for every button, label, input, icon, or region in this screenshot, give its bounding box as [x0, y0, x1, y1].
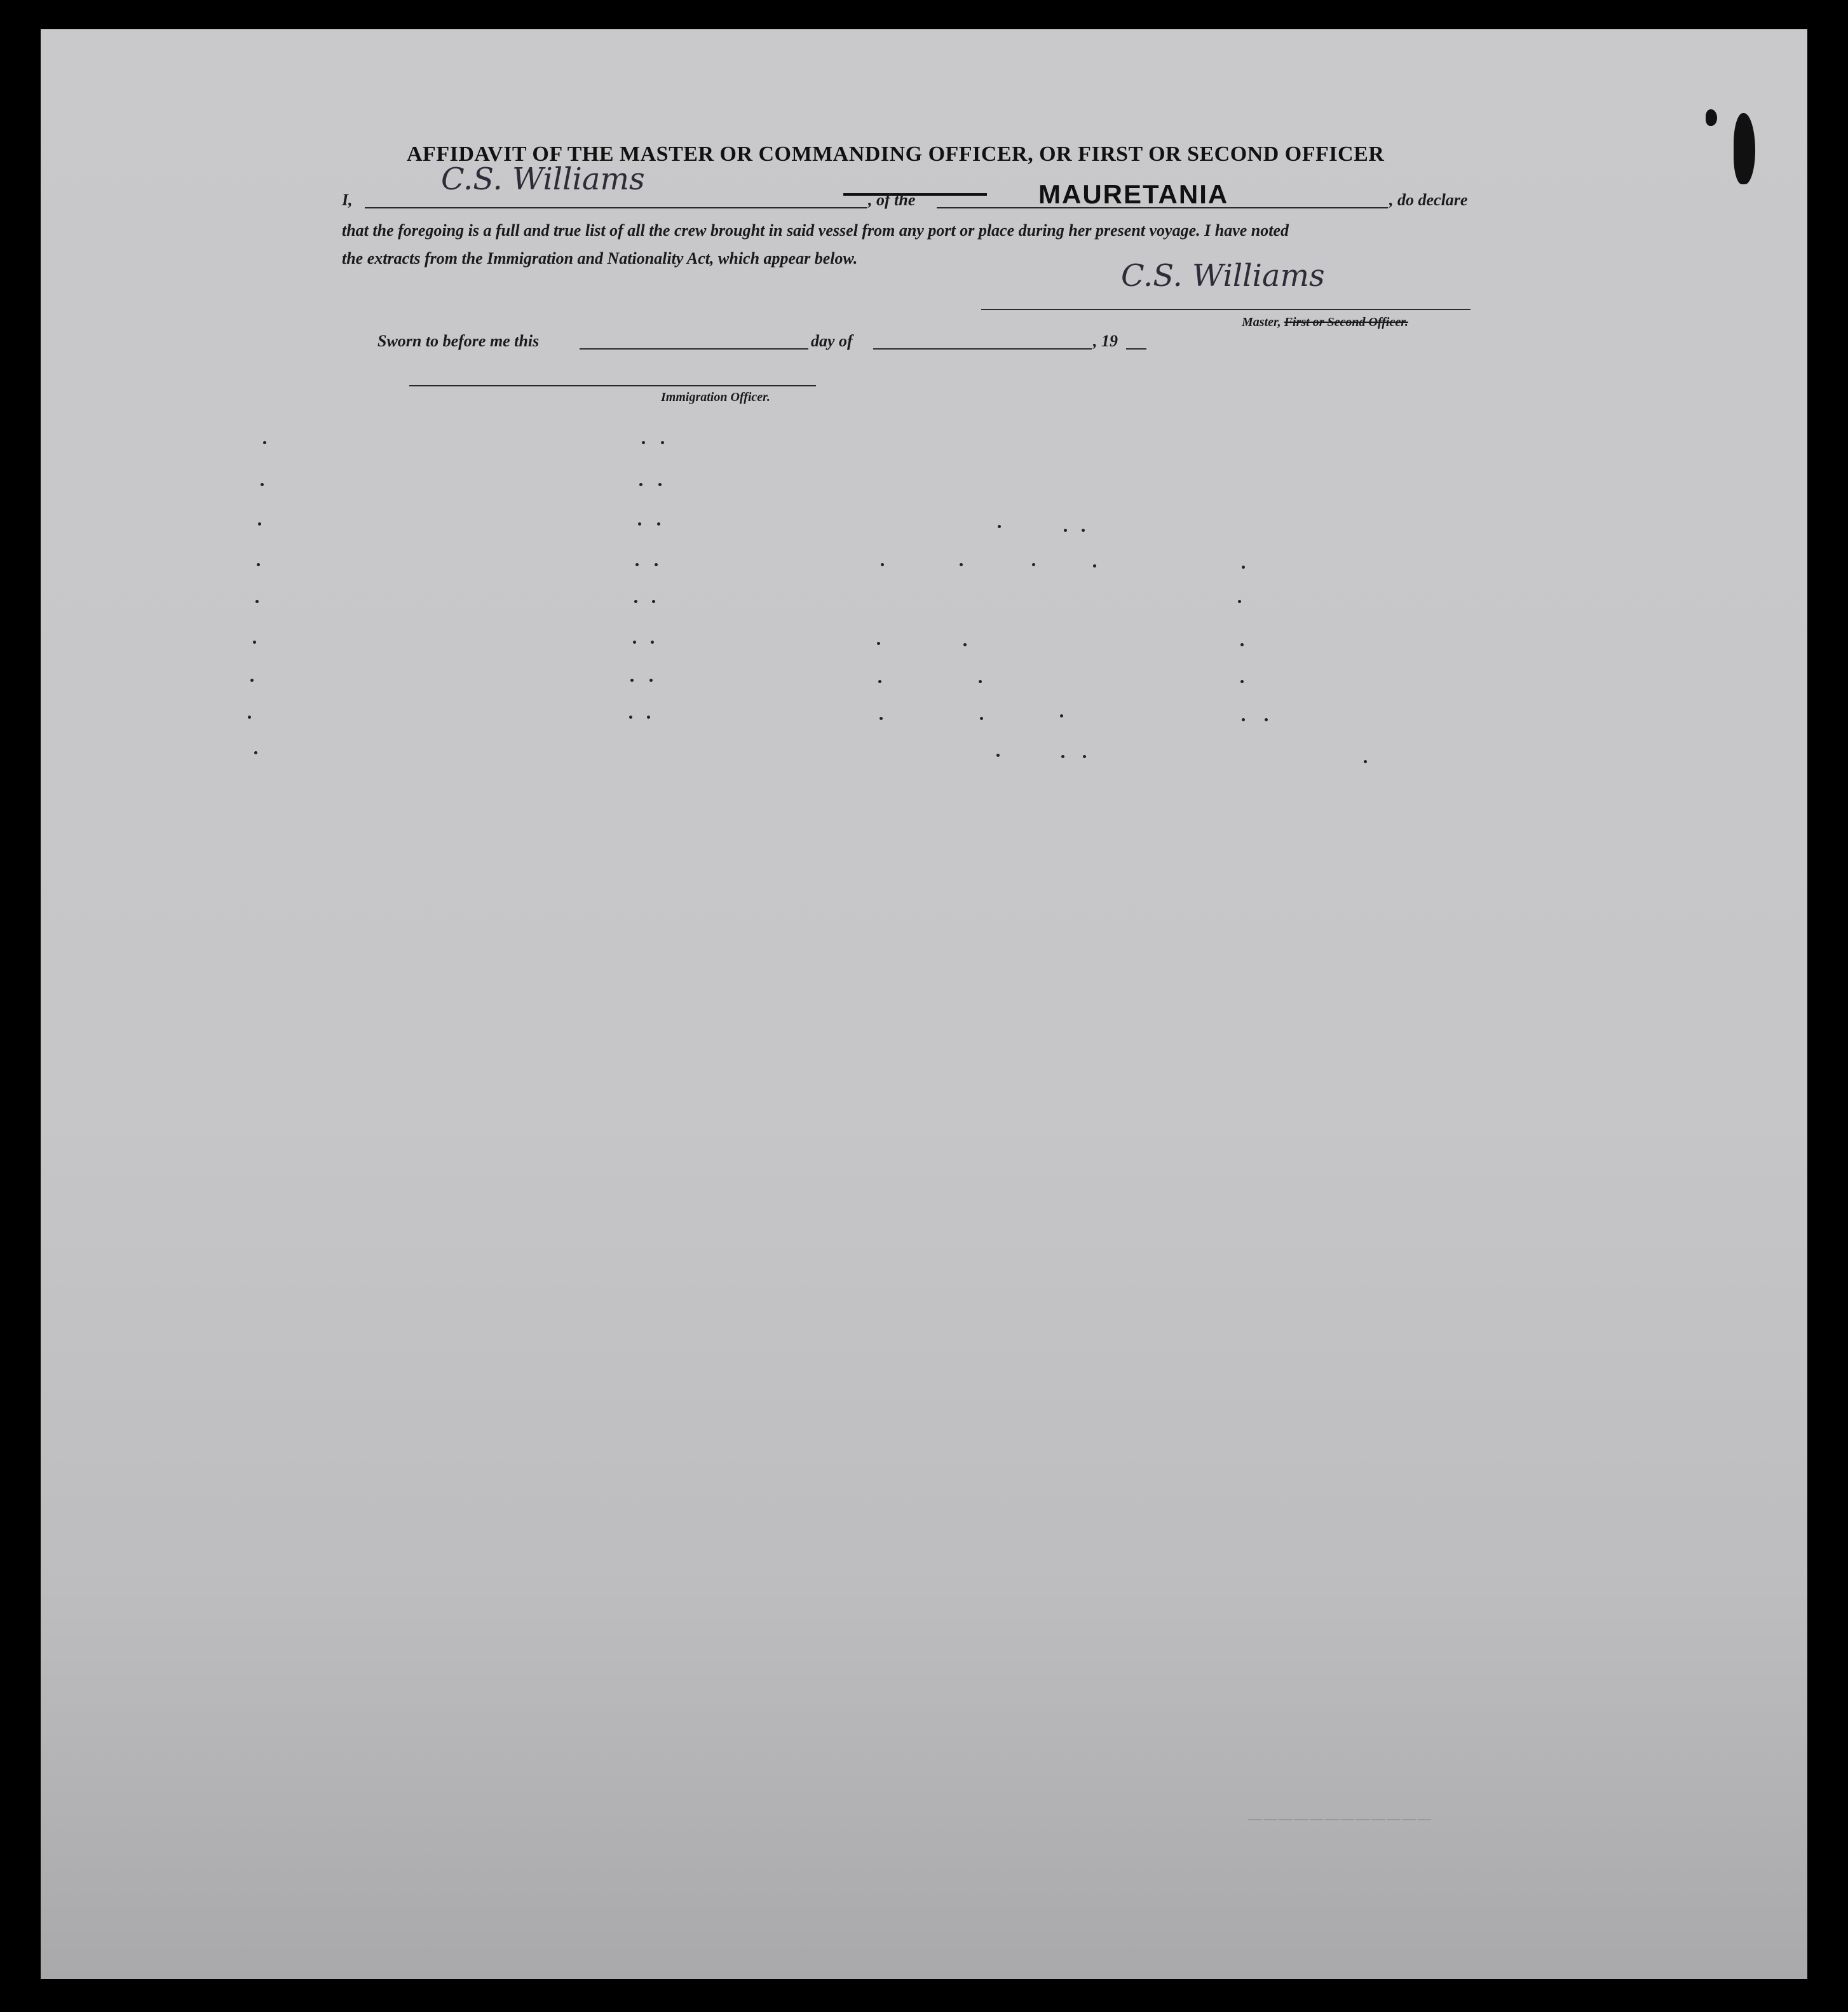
speck	[250, 679, 254, 682]
speck	[257, 563, 260, 566]
declaration-body-line1: that the foregoing is a full and true list of all the crew brought in said vessel from any port or place during her present voyage. I have noted	[342, 221, 1289, 240]
speck	[634, 600, 637, 603]
speck	[881, 563, 884, 566]
speck	[657, 522, 660, 526]
speck	[1364, 760, 1367, 763]
speck	[651, 641, 654, 644]
sworn-year: , 19	[1093, 332, 1118, 350]
declarant-signature: C.S. Williams	[441, 161, 645, 197]
speck	[979, 680, 982, 683]
speck	[638, 522, 641, 526]
speck	[255, 600, 259, 603]
affidavit-heading: AFFIDAVIT OF THE MASTER OR COMMANDING OFFICER, OR FIRST OR SECOND OFFICER	[407, 142, 1385, 166]
speck	[630, 679, 634, 682]
speck	[880, 717, 883, 720]
speck	[1242, 566, 1245, 569]
speck	[1242, 718, 1245, 721]
declaration-prefix: I,	[342, 191, 353, 209]
speck	[635, 563, 639, 566]
speck	[655, 563, 658, 566]
speck	[258, 522, 261, 526]
speck	[263, 441, 266, 444]
declarant-name-line	[365, 207, 867, 208]
of-the-label: , of the	[868, 191, 916, 209]
sworn-year-line	[1126, 348, 1146, 350]
speck	[1060, 714, 1063, 717]
speck	[1061, 755, 1064, 758]
sworn-day-of: day of	[811, 332, 853, 350]
sworn-month-line	[873, 348, 1092, 350]
speck	[642, 441, 645, 444]
speck	[960, 563, 963, 566]
immigration-officer-line	[409, 385, 816, 386]
speck	[1032, 563, 1035, 566]
sworn-day-line	[580, 348, 808, 350]
speck	[1265, 718, 1268, 721]
speck	[980, 717, 983, 720]
bleed-through-text: ────────────	[1248, 1809, 1434, 1830]
speck	[633, 641, 636, 644]
document-page	[41, 29, 1807, 1979]
officer-caption-struck: First or Second Officer.	[1284, 315, 1408, 329]
speck	[639, 483, 642, 486]
speck	[629, 716, 632, 719]
officer-signature-line	[981, 309, 1471, 310]
vessel-stamp: MAURETANIA	[1038, 179, 1229, 209]
speck	[1064, 529, 1067, 532]
speck	[248, 716, 251, 719]
speck	[658, 483, 662, 486]
speck	[661, 441, 664, 444]
speck	[649, 679, 653, 682]
speck	[1238, 600, 1241, 603]
declaration-body-line2: the extracts from the Immigration and Nationality Act, which appear below.	[342, 249, 858, 268]
officer-caption	[1242, 315, 1408, 330]
do-declare-label: , do declare	[1389, 191, 1468, 209]
ink-smudge	[1734, 113, 1755, 184]
speck	[878, 680, 881, 683]
sworn-prefix: Sworn to before me this	[377, 332, 540, 350]
speck	[652, 600, 655, 603]
speck	[963, 643, 967, 646]
speck	[1082, 529, 1085, 532]
ink-blot	[1706, 109, 1717, 126]
officer-signature: C.S. Williams	[1121, 258, 1325, 294]
speck	[1240, 643, 1244, 646]
speck	[253, 641, 256, 644]
speck	[647, 716, 650, 719]
speck	[1240, 680, 1244, 683]
speck	[1093, 564, 1096, 568]
officer-caption-master: Master,	[1242, 315, 1281, 329]
speck	[998, 525, 1001, 528]
immigration-officer-caption: Immigration Officer.	[661, 390, 770, 404]
speck	[254, 751, 257, 754]
speck	[996, 754, 1000, 757]
speck	[261, 483, 264, 486]
speck	[1083, 755, 1086, 758]
speck	[877, 642, 880, 645]
